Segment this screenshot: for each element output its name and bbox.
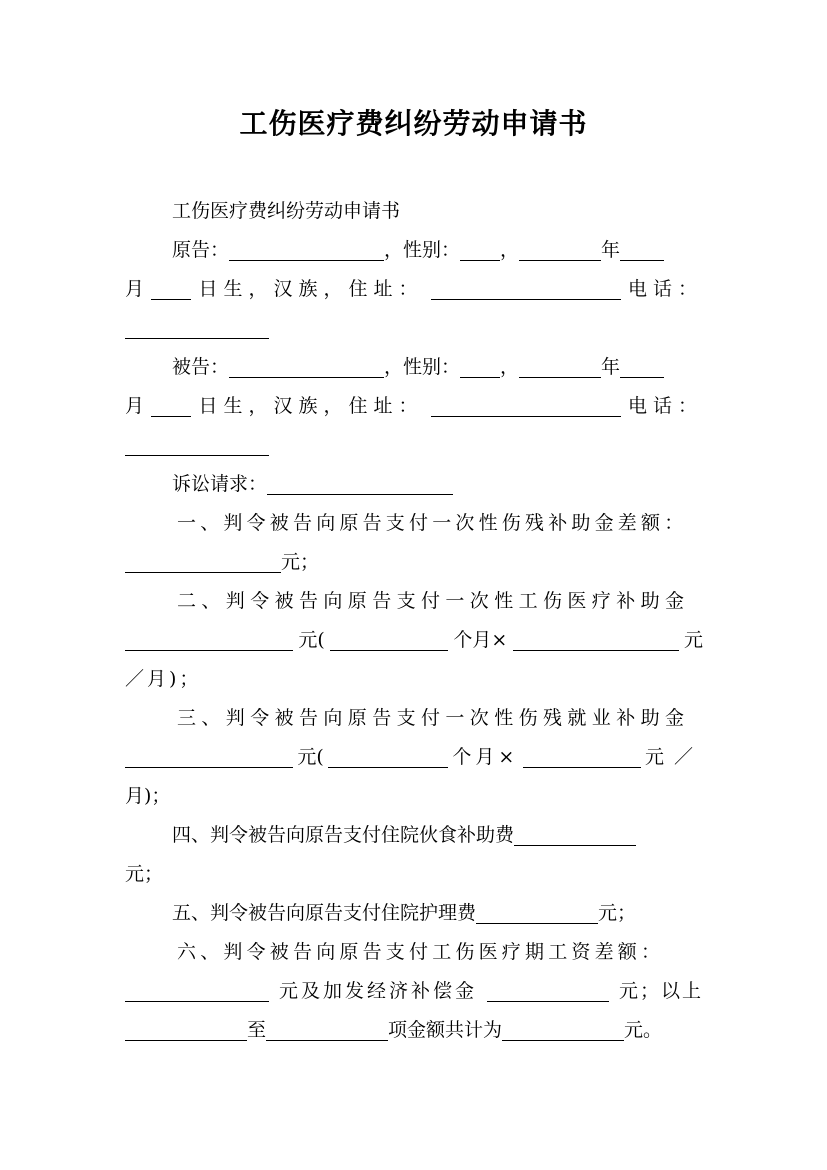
- item-3-unit: 元／: [644, 746, 703, 768]
- item-5-line: [125, 898, 703, 928]
- plaintiff-label: 原告：: [172, 239, 230, 261]
- item-2-line-1: [125, 586, 703, 616]
- item-6-line-1: [125, 937, 703, 967]
- item-6-above: 元；以上: [618, 980, 703, 1002]
- item-1-line-1: [125, 508, 703, 538]
- item-6-to-blank[interactable]: [266, 1018, 388, 1041]
- plaintiff-year-blank[interactable]: [519, 238, 601, 261]
- item-3-end: 月)；: [125, 785, 171, 807]
- item-5-amount-blank[interactable]: [476, 901, 598, 924]
- item-4-text: 四、判令被告向原告支付住院伙食补助费: [172, 824, 515, 846]
- defendant-name-blank[interactable]: [229, 355, 384, 378]
- item-2-unit: 元: [683, 629, 703, 651]
- item-2-yuan: 元(: [298, 629, 325, 651]
- defendant-gender-blank[interactable]: [460, 355, 500, 378]
- item-6-total: 项金额共计为: [388, 1019, 503, 1041]
- item-6-line-3: [125, 1015, 703, 1045]
- defendant-line-3: [125, 430, 703, 460]
- item-3-rate-blank[interactable]: [523, 745, 641, 768]
- defendant-phone-blank[interactable]: [125, 433, 269, 456]
- item-5-text: 五、判令被告向原告支付住院护理费: [172, 902, 477, 924]
- item-6-wage-blank[interactable]: [125, 979, 269, 1002]
- plaintiff-gender-blank[interactable]: [460, 238, 500, 261]
- item-3-month-label: 个月×: [452, 746, 519, 768]
- plaintiff-phone-blank[interactable]: [125, 316, 269, 339]
- item-1-amount-blank[interactable]: [125, 550, 281, 573]
- plaintiff-born-label: 日生，汉族，住址：: [198, 278, 424, 300]
- item-2-months-blank[interactable]: [330, 628, 448, 651]
- item-3-text: 三、判令被告向原告支付一次性伤残就业补助金: [177, 707, 690, 729]
- plaintiff-gender-label: ，性别：: [384, 239, 461, 261]
- plaintiff-month-label: 月: [125, 278, 145, 300]
- item-1-text: 一、判令被告向原告支付一次性伤残补助金差额：: [177, 512, 688, 534]
- defendant-line-1: [125, 352, 703, 382]
- item-3-line-1: [125, 703, 703, 733]
- item-6-from-blank[interactable]: [125, 1018, 247, 1041]
- item-4-line-1: [125, 820, 703, 850]
- plaintiff-year-label: 年: [601, 239, 621, 261]
- item-6-total-blank[interactable]: [502, 1018, 624, 1041]
- item-2-amount-blank[interactable]: [125, 628, 293, 651]
- plaintiff-line-2: [125, 274, 703, 304]
- item-2-line-2: [125, 625, 703, 655]
- item-2-line-3: [125, 664, 703, 694]
- item-3-amount-blank[interactable]: [125, 745, 293, 768]
- defendant-address-blank[interactable]: [431, 394, 621, 417]
- defendant-gender-label: ，性别：: [384, 356, 461, 378]
- claims-label: 诉讼请求：: [172, 473, 268, 495]
- item-6-to: 至: [247, 1019, 267, 1041]
- item-3-line-3: [125, 781, 703, 811]
- item-3-months-blank[interactable]: [328, 745, 448, 768]
- plaintiff-comma: ，: [500, 239, 520, 261]
- defendant-year-label: 年: [601, 356, 621, 378]
- claims-line: [125, 469, 703, 499]
- defendant-line-2: [125, 391, 703, 421]
- defendant-day-blank[interactable]: [151, 394, 191, 417]
- item-2-rate-blank[interactable]: [513, 628, 679, 651]
- item-4-line-2: [125, 859, 703, 889]
- plaintiff-line-3: [125, 313, 703, 343]
- subtitle-line: [125, 196, 703, 226]
- item-3-line-2: [125, 742, 703, 772]
- plaintiff-phone-label: 电话：: [627, 278, 703, 300]
- item-6-line-2: [125, 976, 703, 1006]
- subtitle: 工伤医疗费纠纷劳动申请书: [172, 200, 401, 222]
- document-title: 工伤医疗费纠纷劳动申请书: [239, 107, 588, 140]
- item-6-compensation-blank[interactable]: [487, 979, 609, 1002]
- plaintiff-line-1: [125, 235, 703, 265]
- claims-blank[interactable]: [267, 472, 453, 495]
- item-1-end: 元；: [281, 551, 320, 573]
- plaintiff-day-blank[interactable]: [151, 277, 191, 300]
- defendant-phone-label: 电话：: [627, 395, 703, 417]
- defendant-year-blank[interactable]: [519, 355, 601, 378]
- item-4-end: 元；: [125, 863, 164, 885]
- plaintiff-name-blank[interactable]: [229, 238, 384, 261]
- item-6-text: 六、判令被告向原告支付工伤医疗期工资差额：: [177, 941, 665, 963]
- plaintiff-month-blank[interactable]: [620, 238, 664, 261]
- defendant-comma: ，: [500, 356, 520, 378]
- item-2-month-label: 个月×: [453, 629, 508, 651]
- plaintiff-address-blank[interactable]: [431, 277, 621, 300]
- defendant-month-blank[interactable]: [620, 355, 664, 378]
- item-5-end: 元；: [598, 902, 637, 924]
- item-3-yuan: 元(: [297, 746, 324, 768]
- item-1-line-2: [125, 547, 703, 577]
- defendant-label: 被告：: [172, 356, 230, 378]
- item-6-end: 元。: [624, 1019, 663, 1041]
- defendant-month-label: 月: [125, 395, 145, 417]
- item-6-yuan: 元及加发经济补偿金: [278, 980, 477, 1002]
- item-2-end: ／月)；: [125, 668, 202, 690]
- item-2-text: 二、判令被告向原告支付一次性工伤医疗补助金: [177, 590, 690, 612]
- defendant-born-label: 日生，汉族，住址：: [198, 395, 424, 417]
- item-4-amount-blank[interactable]: [514, 823, 636, 846]
